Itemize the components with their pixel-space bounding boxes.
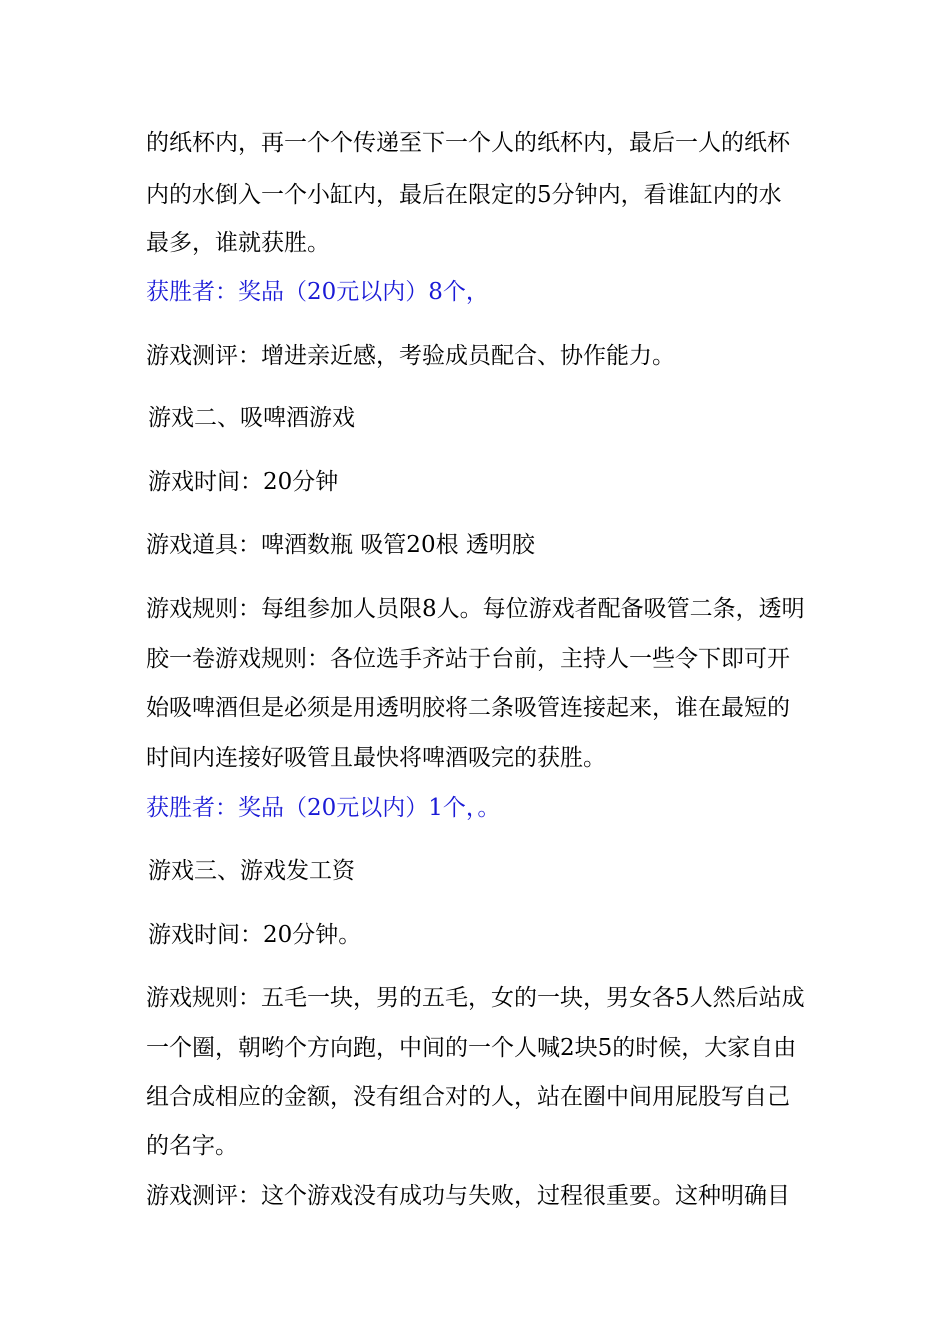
game3-title: 游戏三、游戏发工资 <box>148 858 355 884</box>
game1-rule-line-2: 内的水倒入一个小缸内，最后在限定的5分钟内，看谁缸内的水 <box>146 182 782 208</box>
game3-rule-line-4: 的名字。 <box>146 1133 238 1159</box>
game3-rule-line-2: 一个圈，朝哟个方向跑，中间的一个人喊2块5的时候，大家自由 <box>146 1035 797 1061</box>
game3-rule-line-1: 游戏规则：五毛一块，男的五毛，女的一块，男女各5人然后站成 <box>146 985 805 1011</box>
game2-rule-line-2: 胶一卷游戏规则：各位选手齐站于台前，主持人一些令下即可开 <box>146 646 790 672</box>
game3-review: 游戏测评：这个游戏没有成功与失败，过程很重要。这种明确目 <box>146 1183 790 1209</box>
game1-winner: 获胜者：奖品（20元以内）8个， <box>146 279 489 305</box>
game1-review: 游戏测评：增进亲近感，考验成员配合、协作能力。 <box>146 343 675 369</box>
game3-rule-line-3: 组合成相应的金额，没有组合对的人，站在圈中间用屁股写自己 <box>146 1084 790 1110</box>
game2-winner: 获胜者：奖品（20元以内）1个，。 <box>146 795 501 821</box>
game2-props: 游戏道具：啤酒数瓶 吸管20根 透明胶 <box>146 532 535 558</box>
game3-time: 游戏时间：20分钟。 <box>148 922 362 948</box>
game2-rule-line-1: 游戏规则：每组参加人员限8人。每位游戏者配备吸管二条，透明 <box>146 596 805 622</box>
game2-rule-line-4: 时间内连接好吸管且最快将啤酒吸完的获胜。 <box>146 745 606 771</box>
game2-rule-line-3: 始吸啤酒但是必须是用透明胶将二条吸管连接起来，谁在最短的 <box>146 695 790 721</box>
game2-time: 游戏时间：20分钟 <box>148 469 339 495</box>
game1-rule-line-3: 最多，谁就获胜。 <box>146 230 330 256</box>
game2-title: 游戏二、吸啤酒游戏 <box>148 405 355 431</box>
game1-rule-line-1: 的纸杯内，再一个个传递至下一个人的纸杯内，最后一人的纸杯 <box>146 130 790 156</box>
